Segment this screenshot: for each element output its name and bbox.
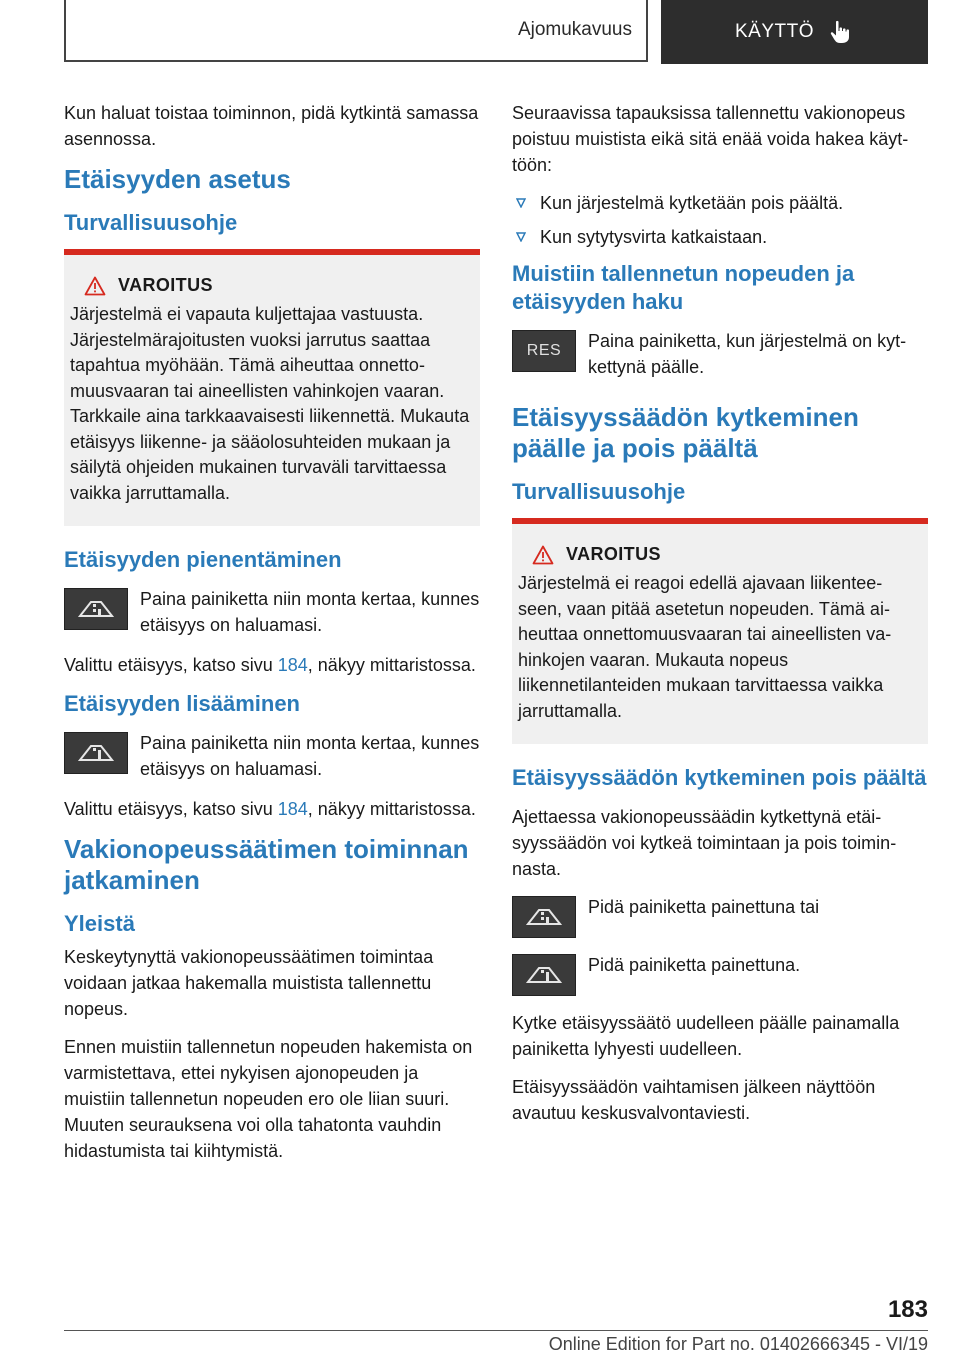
distance-button-icon — [64, 588, 128, 630]
recall-instruction: Paina painiketta, kun järjestelmä on kytkettynä päälle. — [588, 331, 907, 377]
reenable-text: Kytke etäisyyssäätö uudelleen päälle painamalla painiketta lyhyesti uudelleen. — [512, 1013, 900, 1059]
chapter-title: KÄYTTÖ — [734, 21, 814, 42]
increase-instruction-row — [64, 730, 480, 782]
warning-header — [532, 544, 920, 565]
heading-safety-note: Turvallisuusohje — [512, 479, 686, 504]
hold-or-row — [512, 894, 928, 938]
general-paragraph-1: Keskeytynyttä vakionopeussäätimen toimintaa voidaan jatkaa hakemalla muistista tallennettu nopeus. — [64, 947, 434, 1019]
warning-text: Järjestelmä ei vapauta kuljettajaa vastuusta. Järjestelmärajoitusten vuoksi jarrutus saattaa tapahtua myöhään. Tämä aiheuttaa onnettomuusvaaran tai aineellisten vahinkojen vaaran. Tarkkaile aina tarkkaavaisesti liikennettä. Mukauta etäisyys liikenne- ja sääolosuhteiden mukaan ja säilytä ohjeiden mukainen turvaväli tarvittaessa vaikka jarruttamalla. — [70, 304, 470, 503]
warning-header — [84, 275, 472, 296]
page-header — [64, 0, 928, 64]
switch-off-paragraph: Ajettaessa vakionopeussäädin kytkettynä etäisyyssäädön voi kytkeä toimintaan ja pois toiminnasta. — [512, 807, 897, 879]
general-paragraph-2: Ennen muistiin tallennetun nopeuden hakemista on varmistettava, ettei nykyisen ajonopeuden ja muistiin tallennetun nopeuden ero ole liian suuri. Muuten seurauksena voi olla tahatonta vauhdin hidastumista tai kiihtymistä. — [64, 1037, 473, 1161]
increase-note: Valittu etäisyys, katso sivu 184, näkyy mittaristossa. — [64, 799, 476, 819]
bullet-triangle-icon — [516, 232, 526, 242]
intro-text: Kun haluat toistaa toiminnon, pidä kytkintä samassa asennossa. — [64, 103, 479, 149]
distance-button-icon — [512, 896, 576, 938]
decrease-instruction: Paina painiketta niin monta kertaa, kunnes etäisyys on haluamasi. — [140, 589, 480, 635]
distance-button-icon — [512, 954, 576, 996]
increase-instruction: Paina painiketta niin monta kertaa, kunnes etäisyys on haluamasi. — [140, 733, 480, 779]
section-title: Ajomukavuus — [64, 0, 648, 62]
heading-recall: Muistiin tallennetun nopeuden ja etäisyyden haku — [512, 261, 855, 314]
chapter-tab[interactable] — [661, 0, 928, 64]
heading-toggle: Etäisyyssäädön kytkeminen päälle ja pois päältä — [512, 402, 859, 463]
decrease-instruction-row — [64, 586, 480, 638]
pointing-hand-icon — [828, 19, 854, 45]
hold-or-text: Pidä painiketta painettuna tai — [588, 897, 820, 917]
page-number: 183 — [887, 1296, 928, 1323]
recall-instruction-row — [512, 328, 928, 380]
heading-distance-setting: Etäisyyden asetus — [64, 164, 291, 194]
page-link[interactable]: 184 — [277, 799, 308, 819]
right-column — [512, 100, 928, 1138]
warning-triangle-icon — [84, 276, 106, 296]
edition-text: Online Edition for Part no. 01402666345 - VI/19 — [548, 1334, 928, 1354]
page-link[interactable]: 184 — [277, 655, 308, 675]
heading-safety-note: Turvallisuusohje — [64, 210, 238, 235]
hold-row — [512, 952, 928, 996]
heading-decrease-distance: Etäisyyden pienentäminen — [64, 547, 342, 572]
warning-box — [64, 249, 480, 526]
warning-box — [512, 518, 928, 744]
warning-text: Järjestelmä ei reagoi edellä ajavaan liikenteeseen, vaan pitää asetetun nopeuden. Tämä aiheuttaa onnettomuusvaaran tai aineellisten vahinkojen vaaran. Mukauta nopeus liikennetilanteiden mukaan tarvittaessa vaikka jarruttamalla. — [518, 573, 892, 721]
warning-title: VAROITUS — [566, 544, 661, 564]
heading-switch-off: Etäisyyssäädön kytkeminen pois päältä — [512, 765, 927, 790]
hold-text: Pidä painiketta painettuna. — [588, 955, 801, 975]
left-column — [64, 100, 480, 1176]
heading-general: Yleistä — [64, 911, 135, 936]
list-item: Kun sytytysvirta katkaistaan. — [512, 224, 928, 250]
heading-resume: Vakionopeussäätimen toiminnan jatkaminen — [64, 834, 469, 895]
decrease-note: Valittu etäisyys, katso sivu 184, näkyy mittaristossa. — [64, 655, 476, 675]
distance-button-icon — [64, 732, 128, 774]
deleted-intro: Seuraavissa tapauksissa tallennettu vakionopeus poistuu muistista eikä sitä enää voida hakea käyttöön: — [512, 103, 909, 175]
warning-triangle-icon — [532, 545, 554, 565]
list-item: Kun järjestelmä kytketään pois päältä. — [512, 190, 928, 216]
warning-title: VAROITUS — [118, 275, 213, 295]
heading-increase-distance: Etäisyyden lisääminen — [64, 691, 300, 716]
res-button-icon: RES — [512, 330, 576, 372]
after-switch-text: Etäisyyssäädön vaihtamisen jälkeen näyttöön avautuu keskusvalvontaviesti. — [512, 1077, 876, 1123]
footer-divider — [64, 1330, 928, 1331]
bullet-triangle-icon — [516, 198, 526, 208]
bullet-list — [512, 190, 928, 250]
